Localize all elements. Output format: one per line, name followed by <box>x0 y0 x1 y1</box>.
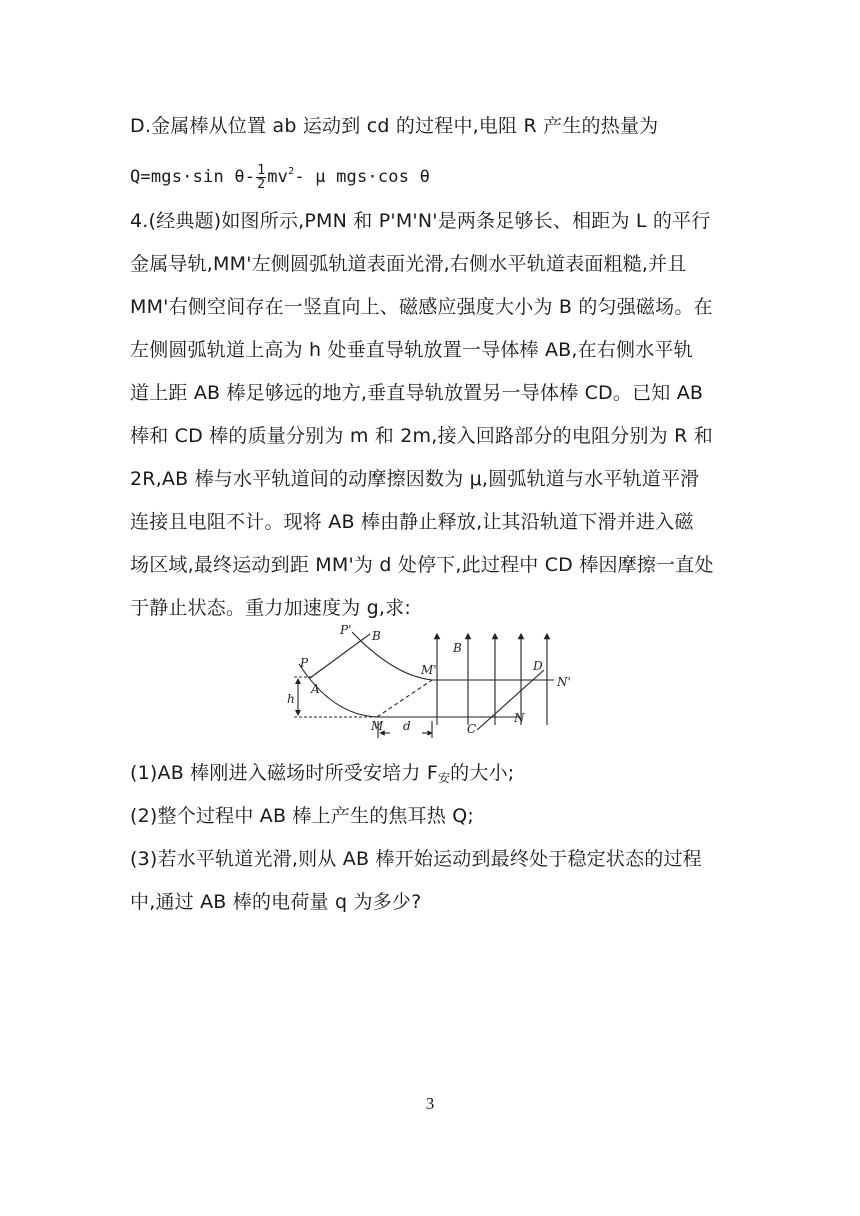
formula-mv: mv <box>267 167 289 187</box>
label-b-field: B <box>453 641 462 655</box>
question-1 <box>130 760 514 791</box>
problem-line: 4.(经典题)如图所示,PMN 和 P'M'N'是两条足够长、相距为 L 的平行 <box>130 210 711 232</box>
h-arrowhead-bottom <box>295 710 301 716</box>
problem-line: 棒和 CD 棒的质量分别为 m 和 2m,接入回路部分的电阻分别为 R 和 <box>130 425 713 447</box>
option-d-formula <box>130 159 430 191</box>
problem-line: 道上距 AB 棒足够远的地方,垂直导轨放置另一导体棒 CD。已知 AB <box>130 382 704 404</box>
problem-line: 金属导轨,MM'左侧圆弧轨道表面光滑,右侧水平轨道表面粗糙,并且 <box>130 253 687 275</box>
formula-prefix: Q=mgs·sin θ- <box>130 167 256 187</box>
label-p-prime: P' <box>340 623 352 637</box>
problem-line: MM'右侧空间存在一竖直向上、磁感应强度大小为 B 的匀强磁场。在 <box>130 296 713 318</box>
question-3-line-1: (3)若水平轨道光滑,则从 AB 棒开始运动到最终处于稳定状态的过程 <box>130 848 702 870</box>
label-a: A <box>311 682 320 696</box>
label-b: B <box>372 629 381 643</box>
question-1-subscript: 安 <box>437 771 451 785</box>
option-d-text: D.金属棒从位置 ab 运动到 cd 的过程中,电阻 R 产生的热量为 <box>130 115 659 137</box>
rod-ab <box>310 634 370 678</box>
problem-line: 左侧圆弧轨道上高为 h 处垂直导轨放置一导体棒 AB,在右侧水平轨 <box>130 339 693 361</box>
page-number: 3 <box>425 1094 435 1113</box>
rail-diagram <box>282 620 582 740</box>
label-c: C <box>467 722 477 736</box>
h-arrowhead-top <box>295 678 301 684</box>
rod-cd <box>477 670 544 730</box>
fraction-numerator: 1 <box>257 162 266 178</box>
formula-suffix: - μ mgs·cos θ <box>294 167 431 187</box>
question-1-suffix: 的大小; <box>450 762 515 784</box>
label-d-distance: d <box>403 719 411 733</box>
problem-line: 于静止状态。重力加速度为 g,求: <box>130 597 411 619</box>
formula-exponent: 2 <box>288 166 295 177</box>
label-d-top: D <box>533 659 543 673</box>
label-m-prime: M' <box>421 663 437 677</box>
label-n: N <box>514 711 525 725</box>
label-n-prime: N' <box>557 675 571 689</box>
problem-line: 2R,AB 棒与水平轨道间的动摩擦因数为 μ,圆弧轨道与水平轨道平滑 <box>130 468 700 490</box>
label-m: M <box>371 719 384 733</box>
fraction-denominator: 2 <box>257 176 266 192</box>
fraction-one-half <box>256 164 266 191</box>
question-1-prefix: (1)AB 棒刚进入磁场时所受安培力 F <box>130 762 438 784</box>
dashed-mm <box>377 680 432 717</box>
rail-diagram-svg <box>282 620 582 740</box>
problem-line: 场区域,最终运动到距 MM'为 d 处停下,此过程中 CD 棒因摩擦一直处 <box>130 554 714 576</box>
question-3-line-2: 中,通过 AB 棒的电荷量 q 为多少? <box>130 891 422 913</box>
question-2: (2)整个过程中 AB 棒上产生的焦耳热 Q; <box>130 805 475 827</box>
label-h: h <box>287 692 295 706</box>
rail-back-arc <box>352 632 432 680</box>
label-p: P <box>300 656 309 670</box>
problem-line: 连接且电阻不计。现将 AB 棒由静止释放,让其沿轨道下滑并进入磁 <box>130 511 694 533</box>
